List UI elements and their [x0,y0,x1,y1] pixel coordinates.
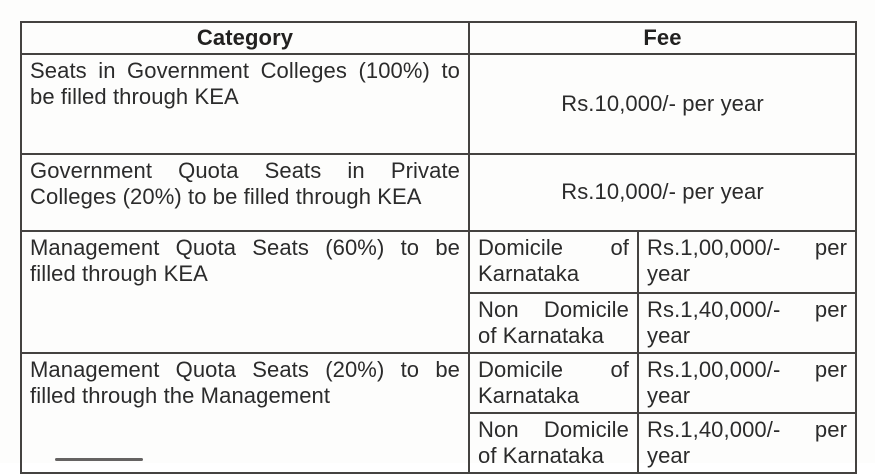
row-4-category: Management Quota Seats (20%) to be filled through the Management [21,353,469,473]
row-4-domicile-label: Domicile of Karnataka [469,353,638,413]
table-row [21,154,856,231]
row-3-non-domicile-fee: Rs.1,40,000/- per year [638,293,856,353]
row-3-domicile-fee: Rs.1,00,000/- per year [638,231,856,293]
row-1-category: Seats in Government Colleges (100%) to be filled through KEA [21,54,469,154]
scan-edge-artifact [55,458,143,461]
table-row [21,231,856,293]
table-row [21,353,856,413]
row-3-category: Management Quota Seats (60%) to be filled through KEA [21,231,469,353]
row-4-non-domicile-fee: Rs.1,40,000/- per year [638,413,856,473]
row-4-non-domicile-label: Non Domicile of Karnataka [469,413,638,473]
header-fee: Fee [469,22,856,54]
row-3-domicile-label: Domicile of Karnataka [469,231,638,293]
row-1-fee: Rs.10,000/- per year [469,54,856,154]
table-row [21,54,856,154]
row-3-non-domicile-label: Non Domicile of Karnataka [469,293,638,353]
row-2-fee: Rs.10,000/- per year [469,154,856,231]
fee-structure-table [20,21,857,474]
header-row [21,22,856,54]
row-4-domicile-fee: Rs.1,00,000/- per year [638,353,856,413]
header-category: Category [21,22,469,54]
row-2-category: Government Quota Seats in Private Colleges (20%) to be filled through KEA [21,154,469,231]
